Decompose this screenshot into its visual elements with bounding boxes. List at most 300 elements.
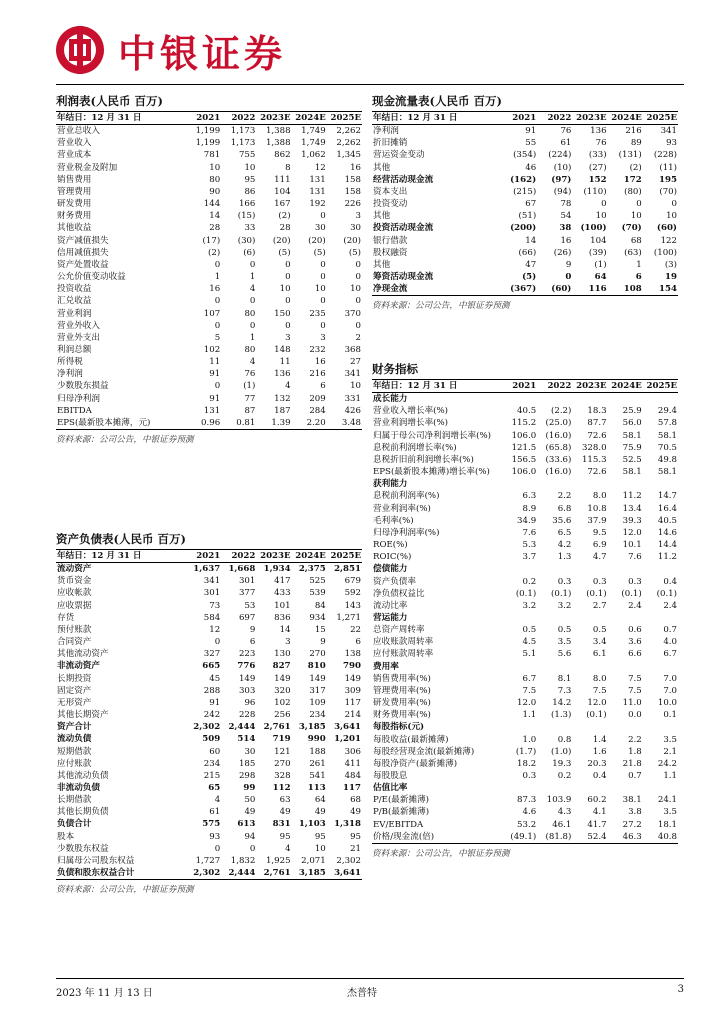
cell-value: 45	[209, 673, 221, 684]
row-label: 管理费用	[57, 186, 92, 197]
table-row	[56, 612, 362, 624]
cell-value: 68	[630, 235, 642, 246]
cell-value: 8.1	[557, 673, 572, 684]
cell-value: 195	[659, 174, 677, 185]
cell-value: (224)	[548, 150, 572, 161]
cell-value: 38.1	[622, 795, 642, 806]
cell-value: 46.1	[552, 819, 572, 830]
cell-value: 214	[344, 710, 361, 721]
table-row	[56, 222, 362, 234]
cell-value: 99	[243, 782, 256, 793]
row-label: 少数股东损益	[57, 381, 109, 392]
income-table	[56, 112, 362, 430]
cell-value: 256	[274, 710, 291, 721]
cell-value: 132	[274, 393, 291, 404]
row-label: ROE(%)	[373, 540, 408, 551]
cell-value: 2,302	[336, 855, 361, 866]
cell-value: 2.1	[663, 746, 677, 757]
cell-value: 24.2	[657, 758, 677, 769]
cell-value: 0.4	[663, 576, 677, 587]
cell-value: 3.2	[522, 600, 537, 611]
cell-value: 14.7	[657, 491, 677, 502]
cell-value: 7.5	[628, 685, 642, 696]
cell-value: 122	[660, 235, 677, 246]
cell-value: (110)	[583, 186, 607, 197]
table-row	[56, 733, 362, 745]
table-row	[372, 222, 678, 234]
row-label: 资产减值损失	[57, 235, 109, 246]
cell-value: 54	[560, 211, 572, 222]
balance-sheet-section	[56, 528, 362, 897]
row-label: 销售费用	[57, 174, 92, 185]
cell-value	[608, 661, 643, 673]
cell-value: (3)	[664, 259, 677, 270]
cell-value: 331	[344, 393, 361, 404]
cell-value: 3	[285, 332, 291, 343]
row-label: 股权融资	[373, 247, 408, 258]
cell-value: 46	[525, 162, 537, 173]
cell-value	[643, 612, 678, 624]
cell-value: 18.3	[587, 406, 607, 417]
table-row	[372, 430, 678, 442]
table-row	[372, 661, 678, 673]
cell-value: 0	[355, 272, 361, 283]
cell-value: (94)	[553, 186, 572, 197]
table-row	[372, 697, 678, 709]
table-row	[56, 417, 362, 430]
table-row	[56, 356, 362, 368]
cell-value: 49.8	[657, 454, 677, 465]
cell-value: 61	[209, 807, 221, 818]
cell-value: 6	[355, 637, 361, 648]
cell-value: 96	[244, 697, 256, 708]
cell-value: 80	[244, 308, 256, 319]
cell-value: 697	[238, 612, 256, 623]
cell-value: 89	[630, 138, 642, 149]
cell-value: 0	[214, 320, 221, 331]
table-row	[372, 393, 678, 406]
cell-value: 0.3	[628, 576, 642, 587]
table-row	[56, 125, 362, 138]
cell-value: 309	[344, 685, 361, 696]
cell-value: 0.7	[663, 625, 677, 636]
row-label: 价格/现金流(倍)	[372, 831, 502, 844]
cell-value: 755	[238, 150, 256, 161]
cell-value: 370	[344, 308, 361, 319]
cashflow-source: 资料来源：公司公告，中银证券预测	[372, 301, 510, 312]
table-header-row	[56, 550, 362, 563]
cell-value: 0	[355, 320, 361, 331]
table-row	[56, 587, 362, 599]
cell-value: 6	[635, 272, 642, 283]
cell-value: (70)	[621, 223, 642, 234]
cell-value: 7.0	[663, 685, 677, 696]
cell-value: 1,388	[265, 126, 291, 137]
cell-value	[502, 612, 537, 624]
row-label: 资产合计	[57, 722, 92, 733]
table-row	[56, 685, 362, 697]
row-label: 银行借款	[373, 235, 408, 246]
table-row	[56, 794, 362, 806]
cell-value: 30	[314, 223, 326, 234]
cell-value: 7.6	[522, 527, 537, 538]
row-label: 每股经营现金流(最新摊薄)	[373, 746, 475, 757]
cell-value: 38	[559, 223, 572, 234]
cell-value: 3.2	[557, 600, 572, 611]
row-label: 应收帐款	[57, 588, 92, 599]
cell-value: 1.1	[663, 771, 677, 781]
cell-value: 6	[320, 381, 326, 392]
cell-value: 13.4	[622, 503, 642, 514]
row-label: 营运资金变动	[373, 150, 425, 161]
cell-value: 2,302	[186, 867, 221, 880]
table-row	[56, 332, 362, 344]
cell-value: 3,185	[292, 867, 327, 880]
cell-value: 33	[244, 223, 256, 234]
table-row	[56, 843, 362, 855]
row-label: 其他收益	[57, 223, 92, 234]
row-label: 营业收入增长率(%)	[373, 406, 449, 417]
cell-value: 2,851	[334, 564, 361, 575]
cell-value: 4.5	[522, 637, 537, 648]
cell-value: (6)	[243, 247, 256, 258]
table-row	[56, 831, 362, 843]
cell-value: 52.5	[622, 454, 642, 465]
row-label: 财务费用	[57, 211, 92, 222]
row-label: 其他流动负债	[57, 770, 109, 781]
balance-title: 资产负债表(人民币 百万)	[56, 528, 362, 550]
cell-value: 539	[309, 588, 326, 599]
cell-value: 61	[560, 138, 572, 149]
cell-value: (0.1)	[586, 710, 607, 721]
cell-value: 53.2	[517, 819, 537, 830]
cell-value: 22	[350, 624, 361, 635]
cell-value: 1,749	[301, 126, 326, 137]
row-label: EPS(最新股本摊薄)增长率(%)	[373, 467, 490, 478]
row-label: 存货	[57, 612, 75, 623]
cell-value: 91	[525, 126, 537, 137]
row-label: 营业利润增长率(%)	[373, 418, 449, 429]
cell-value	[643, 393, 678, 406]
cell-value: 77	[244, 393, 256, 404]
row-label: 营业成本	[57, 150, 92, 161]
cell-value: 0.1	[663, 710, 677, 721]
table-row	[56, 709, 362, 721]
row-label: 负债合计	[57, 819, 92, 830]
cell-value: 2.20	[292, 417, 327, 430]
cell-value: 1.6	[592, 746, 607, 757]
row-label: 每股净资产(最新摊薄)	[373, 758, 458, 769]
table-row	[56, 758, 362, 770]
cell-value: 0	[636, 199, 642, 210]
table-row	[372, 624, 678, 636]
table-row	[56, 380, 362, 392]
cell-value: 223	[238, 649, 256, 660]
cell-value: 2021	[502, 380, 537, 393]
cell-value: 34.9	[517, 515, 537, 526]
cell-value: 106.0	[511, 467, 537, 478]
table-row	[56, 405, 362, 417]
table-row	[372, 819, 678, 831]
table-row	[372, 405, 678, 417]
cell-value: 49	[314, 807, 326, 818]
cell-value: 10	[314, 843, 326, 854]
cell-value: 7.5	[522, 685, 537, 696]
cell-value: 11.2	[622, 491, 642, 502]
cell-value: 136	[274, 369, 291, 380]
cell-value: 3,641	[334, 722, 361, 733]
row-label: 非流动负债	[57, 782, 100, 793]
table-row	[372, 283, 678, 296]
cell-value: 298	[238, 770, 256, 781]
cell-value: 4	[249, 284, 256, 295]
cell-value: 10	[209, 162, 221, 173]
cell-value: 11	[209, 357, 221, 368]
table-row	[372, 709, 678, 721]
row-label: 应付账款	[57, 758, 92, 769]
cell-value: 16	[209, 284, 221, 295]
cell-value: 16	[560, 235, 572, 246]
cell-value: 3.4	[592, 637, 607, 648]
cell-value: 0.5	[592, 625, 607, 636]
cell-value: 613	[237, 819, 256, 830]
table-row	[372, 490, 678, 502]
cell-value: 4	[285, 381, 291, 392]
cell-value: 0	[285, 272, 291, 283]
cell-value: (200)	[510, 223, 537, 234]
table-row	[56, 746, 362, 758]
cell-value: 1,201	[334, 734, 361, 745]
table-row	[372, 174, 678, 186]
cell-value: 2021	[186, 112, 221, 125]
cell-value: 1.0	[522, 734, 537, 745]
cell-value: 10.8	[587, 503, 607, 514]
cell-value: 10	[350, 284, 361, 295]
cell-value: (5)	[522, 272, 537, 283]
header-divider	[56, 84, 684, 85]
row-label: 资本支出	[373, 186, 408, 197]
cell-value: 509	[202, 734, 221, 745]
row-label: 归母净利润率(%)	[373, 527, 440, 538]
cell-value: (2)	[278, 211, 291, 222]
row-label: 流动资产	[57, 564, 92, 575]
row-label: 利润总额	[57, 344, 92, 355]
cell-value: 143	[344, 600, 361, 611]
cell-value	[572, 393, 607, 406]
cell-value: (100)	[580, 223, 607, 234]
row-label: 息税前利润率(%)	[373, 491, 440, 502]
cell-value: 1,199	[195, 126, 221, 137]
cell-value: 0	[355, 296, 361, 307]
row-label: 所得税	[57, 357, 83, 368]
cell-value: 9	[320, 637, 326, 648]
cell-value	[572, 721, 607, 733]
row-label: 净利润	[373, 126, 399, 137]
cell-value: 0.3	[592, 576, 607, 587]
cell-value: 185	[238, 758, 256, 769]
table-header-row	[372, 380, 678, 393]
cell-value: (215)	[513, 186, 537, 197]
table-row	[372, 198, 678, 210]
cell-value: 7.3	[557, 685, 572, 696]
cell-value: (27)	[588, 162, 607, 173]
cell-value: 73	[209, 600, 221, 611]
cell-value: 3,641	[327, 867, 362, 880]
table-row	[372, 417, 678, 429]
cell-value: 64	[594, 272, 607, 283]
cell-value: (11)	[659, 162, 677, 173]
table-row	[56, 855, 362, 867]
row-label: 其他长期负债	[57, 807, 109, 818]
table-row	[372, 721, 678, 733]
income-source: 资料来源：公司公告，中银证券预测	[56, 435, 194, 446]
table-row	[56, 697, 362, 709]
cell-value: 18.1	[657, 819, 677, 830]
cell-value: 288	[203, 685, 221, 696]
header	[56, 22, 286, 78]
row-label: 营业外收入	[57, 320, 100, 331]
cell-value: 93	[209, 831, 221, 842]
cell-value: 11	[279, 357, 291, 368]
cell-value: 368	[344, 344, 361, 355]
cell-value: (63)	[624, 247, 642, 258]
cell-value: 60	[209, 746, 221, 757]
table-row	[372, 648, 678, 660]
cell-value: 0	[214, 296, 221, 307]
cell-value: 30	[244, 746, 256, 757]
cell-value: 14.2	[552, 698, 572, 709]
cell-value: 40.5	[657, 515, 677, 526]
cell-value: 1,388	[265, 138, 291, 149]
table-row	[56, 867, 362, 880]
cell-value: 0	[249, 296, 256, 307]
cell-value: 0	[320, 211, 326, 222]
income-statement-section	[56, 90, 362, 447]
cell-value	[502, 478, 537, 490]
row-label: 其他长期资产	[57, 710, 109, 721]
table-row	[372, 454, 678, 466]
cell-value: 235	[309, 308, 326, 319]
cell-value: 21	[350, 843, 361, 854]
cell-value: 95	[279, 831, 291, 842]
cell-value: 3.48	[327, 417, 362, 430]
cell-value: 115.2	[511, 418, 537, 429]
cell-value: 2022	[221, 112, 256, 125]
cell-value: 0.96	[186, 417, 221, 430]
cell-value: 41.7	[587, 819, 607, 830]
cell-value: (2)	[629, 162, 642, 173]
cell-value: 2.4	[628, 600, 642, 611]
table-row	[372, 551, 678, 563]
table-row	[372, 247, 678, 259]
ratios-title: 财务指标	[372, 358, 678, 380]
row-label: 销售费用率(%)	[373, 673, 431, 684]
table-row	[372, 478, 678, 490]
cell-value: (16.0)	[545, 430, 572, 441]
table-row	[56, 259, 362, 271]
cell-value: 136	[590, 126, 607, 137]
row-label: 应收票据	[57, 600, 92, 611]
cell-value: 1.39	[256, 417, 291, 430]
cell-value: 149	[309, 673, 326, 684]
table-row	[56, 575, 362, 587]
row-label: 应收账款周转率	[373, 637, 434, 648]
cell-value: 2025E	[643, 380, 678, 393]
cell-value: (70)	[659, 186, 677, 197]
row-label: 汇兑收益	[57, 296, 92, 307]
cell-value: 234	[309, 710, 326, 721]
row-label: 研发费用	[57, 199, 92, 210]
cell-value: 68	[350, 795, 361, 806]
cell-value	[608, 393, 643, 406]
cell-value: 15	[314, 624, 326, 635]
cell-value: 11.0	[622, 698, 642, 709]
cell-value: 1,062	[301, 150, 326, 161]
cell-value: 187	[274, 405, 291, 416]
row-label: 短期借款	[57, 746, 92, 757]
cell-value: 14.4	[657, 540, 677, 551]
table-header-row	[372, 112, 678, 125]
cell-value: 35.6	[552, 515, 572, 526]
cell-value: 95	[314, 831, 326, 842]
table-row	[56, 660, 362, 672]
cell-value: 2024E	[608, 380, 643, 393]
row-label: 研发费用率(%)	[373, 698, 431, 709]
table-row	[372, 600, 678, 612]
cell-value: 776	[237, 661, 256, 672]
cell-value	[537, 661, 572, 673]
cell-value: 514	[237, 734, 256, 745]
row-label: 投资活动现金流	[373, 223, 434, 234]
cell-value: 0.3	[522, 771, 537, 781]
cell-value: 7.5	[592, 685, 607, 696]
table-row	[56, 624, 362, 636]
table-row	[372, 466, 678, 478]
cell-value: 72.6	[587, 430, 607, 441]
cell-value: 1,173	[230, 138, 256, 149]
row-label: 息税前利润增长率(%)	[373, 442, 457, 453]
cell-value	[502, 563, 537, 575]
cell-value: 188	[309, 746, 326, 757]
row-label: 长期投资	[57, 673, 92, 684]
cell-value: 2021	[502, 112, 537, 125]
cell-value: 40.8	[643, 831, 678, 844]
cell-value: 4.1	[592, 807, 607, 818]
cell-value: 6.5	[557, 527, 572, 538]
table-row	[372, 685, 678, 697]
row-label: 息税折旧前利润增长率(%)	[373, 454, 474, 465]
cell-value: 28	[209, 223, 221, 234]
cell-value: 10.1	[622, 540, 642, 551]
table-row	[372, 794, 678, 806]
cell-value: 328	[274, 770, 291, 781]
table-row	[372, 259, 678, 271]
cell-value: 24.1	[657, 795, 677, 806]
cell-value: (367)	[502, 283, 537, 296]
cell-value: 116	[572, 283, 607, 296]
cell-value: 0	[285, 259, 291, 270]
row-label: 成长能力	[373, 394, 408, 405]
table-row	[372, 673, 678, 685]
cell-value: (80)	[624, 186, 642, 197]
cell-value: 2.7	[592, 600, 607, 611]
cell-value: 2.2	[557, 491, 572, 502]
row-label: 流动负债	[57, 734, 92, 745]
cell-value: 3.5	[557, 637, 572, 648]
cell-value: (1)	[243, 381, 256, 392]
cell-value: 4	[285, 843, 291, 854]
cell-value: 377	[238, 588, 256, 599]
